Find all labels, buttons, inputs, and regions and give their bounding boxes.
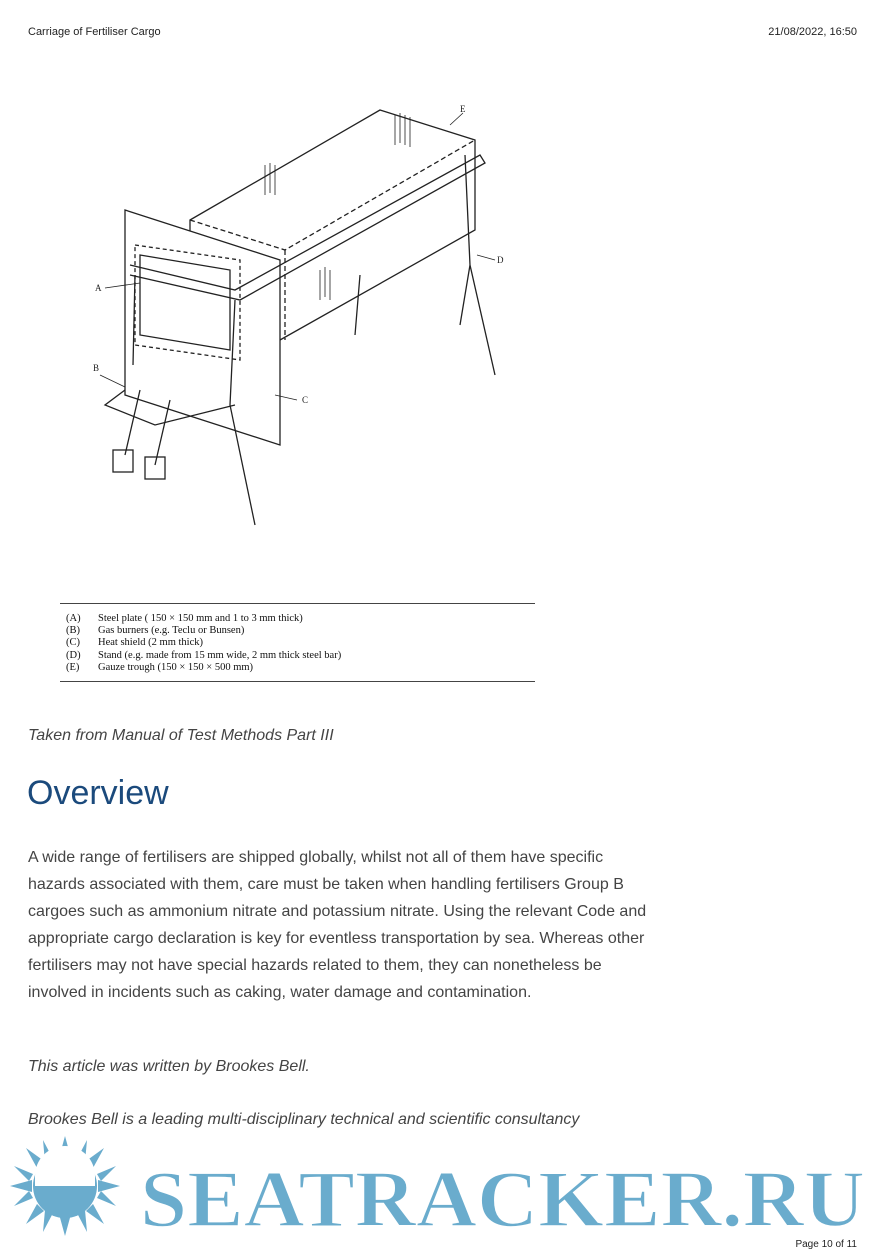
header-title: Carriage of Fertiliser Cargo [28,26,161,38]
legend-key: (A) [66,613,81,624]
label-a: A [95,283,102,293]
legend-key: (B) [66,625,80,637]
legend-key: (C) [66,637,80,649]
legend-item [60,613,535,625]
legend-key: (D) [66,649,81,661]
about-text: Brookes Bell is a leading multi-disciplinary technical and scientific consultancy [28,1111,580,1128]
label-b: B [93,363,100,373]
legend-item [60,662,535,674]
legend-text: Stand (e.g. made from 15 mm wide, 2 mm thick steel bar) [98,649,342,661]
test-apparatus-diagram [85,95,525,535]
label-d: D [497,255,504,265]
overview-paragraph: A wide range of fertilisers are shipped globally, whilst not all of them have specific hazards associated with them, care must be taken when handling fertilisers Group B cargoes such as ammonium nitrate and potassium nitrate. Using the relevant Code and appropriate cargo declaration is key for eventless transportation by sea. Whereas other fertilisers may not have special hazards related to them, they can nonetheless be involved in incidents such as caking, water damage and contamination. [28,849,647,1001]
label-c: C [302,395,309,405]
legend-text: Heat shield (2 mm thick) [98,637,203,649]
legend-item [60,637,535,649]
section-heading: Overview [27,774,169,812]
page-number: Page 10 of 11 [795,1239,857,1250]
legend-text: Gas burners (e.g. Teclu or Bunsen) [98,625,245,637]
author-note: This article was written by Brookes Bell. [28,1058,310,1075]
header-datetime: 21/08/2022, 16:50 [768,26,857,38]
legend-item [60,625,535,637]
figure-legend [60,603,535,682]
figure-caption: Taken from Manual of Test Methods Part III [28,727,334,744]
legend-key: (E) [66,661,80,673]
watermark-text: SEATRACKER.RU [140,1156,865,1238]
legend-item [60,650,535,662]
legend-text: Steel plate ( 150 × 150 mm and 1 to 3 mm thick) [98,613,303,624]
seatracker-watermark [0,1134,885,1238]
label-e: E [460,104,466,114]
legend-text: Gauze trough (150 × 150 × 500 mm) [98,661,254,673]
